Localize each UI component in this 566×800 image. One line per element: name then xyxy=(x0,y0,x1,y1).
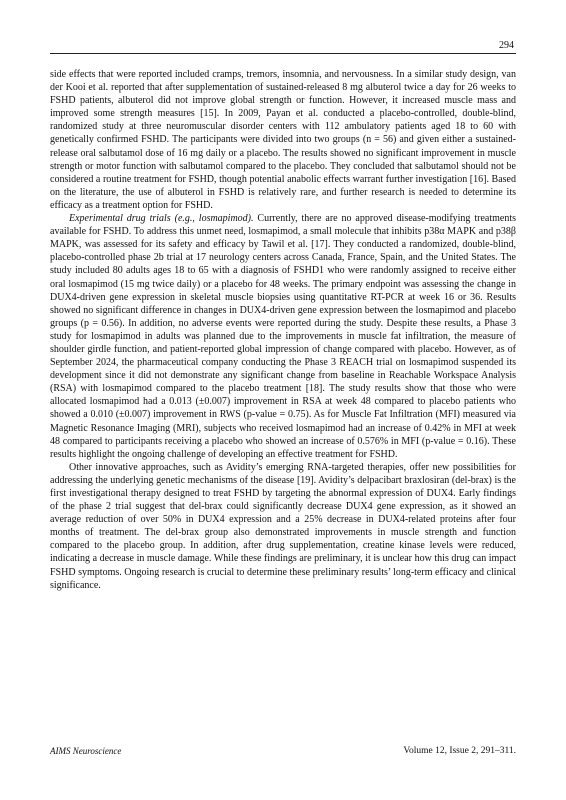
paragraph-albuterol-studies xyxy=(50,68,516,212)
paragraph-rna-therapies xyxy=(50,461,516,592)
paragraph-text: Other innovative approaches, such as Avidity’s emerging RNA-targeted therapies, offer new possibilities for addressing the underlying genetic mechanisms of the disease [19]. Avidity’s delpacibart braxlosiran (del-brax) is the first investigational therapy designed to treat FSHD by targeting the abnormal expression of DUX4. Early findings of the phase 2 trial suggest that del-brax could significantly decrease DUX4 gene expression, as it showed an average reduction of over 50% in DUX4 expression and a 25% decrease in DUX4-related proteins after four months of treatment. The del-brax group also demonstrated improvements in muscle strength and function compared to the placebo group. In addition, after drug supplementation, creatine kinase levels were reduced, indicating a decrease in muscle damage. While these findings are preliminary, it is unclear how this drug can impact FSHD symptoms. Ongoing research is crucial to determine these preliminary results’ long-term efficacy and clinical significance. xyxy=(50,461,516,591)
paragraph-losmapimod-trials xyxy=(50,212,516,461)
section-lead-heading: Experimental drug trials (e.g., losmapimod). xyxy=(69,213,254,225)
paragraph-text: Currently, there are no approved disease-modifying treatments available for FSHD. To address this unmet need, losmapimod, a small molecule that inhibits p38α MAPK and p38β MAPK, was assessed for its safety and efficacy by Tawil et al. [17]. They conducted a randomized, double-blind, placebo-controlled phase 2b trial at 17 neurology centers across Canada, France, Spain, and the United States. The study included 80 adults ages 18 to 65 with a diagnosis of FSHD1 who were randomly assigned to receive either oral losmapimod (15 mg twice daily) or a placebo for 48 weeks. The primary endpoint was assessing the change in DUX4-driven gene expression in skeletal muscle biopsies using quantitative RT-PCR at week 16 or 36. Results showed no significant difference in changes in DUX4-driven gene expression between the losmapimod and placebo groups (p = 0.56). In addition, no adverse events were reported during the study. Despite these results, a Phase 3 study for losmapimod in adults was planned due to the improvements in muscle fat infiltration, the measure of shoulder girdle function, and patient-reported global impression of change compared with placebo. However, as of September 2024, the pharmaceutical company conducting the Phase 3 REACH trial on losmapimod suspended its development since it did not demonstrate any significant change from baseline in Reachable Workspace Analysis (RSA) with losmapimod compared to the placebo treatment [18]. The study results show that those who were allocated losmapimod had a 0.013 (±0.007) improvement in RSA at week 48 compared to placebo patients who showed a 0.010 (±0.007) improvement in RWS (p-value = 0.75). As for Muscle Fat Infiltration (MFI) measured via Magnetic Resonance Imaging (MRI), subjects who received losmapimod had an increase of 0.42% in MFI at week 48 compared to participants receiving a placebo who showed an increase of 0.576% in MFI (p-value = 0.16). These results highlight the ongoing challenge of developing an effective treatment for FSHD. xyxy=(50,213,516,460)
page-number: 294 xyxy=(499,40,514,51)
paragraph-text: side effects that were reported included cramps, tremors, insomnia, and nervousness. In a similar study design, van der Kooi et al. reported that after supplementation of sustained-released 8 mg albuterol twice a day for 26 weeks to FSHD patients, albuterol did not improve global strength or function. However, it increased muscle mass and improved some strength measures [15]. In 2009, Payan et al. conducted a placebo-controlled, double-blind, randomized study at three neuromuscular disorder centers with 112 ambulatory patients aged 18 to 60 with genetically confirmed FSHD. The participants were divided into two groups (n = 56) and given either a sustained-release oral salbutamol dose of 16 mg daily or a placebo. The results showed no significant improvement in muscle strength or motor function with salbutamol compared to the placebo. They concluded that salbutamol should not be considered a routine treatment for FSHD, though potential anabolic effects warrant further investigation [16]. Based on the literature, the use of albuterol in FSHD is relatively rare, and further research is needed to determine its efficacy as a treatment option for FSHD. xyxy=(50,69,516,211)
footer-journal-name: AIMS Neuroscience xyxy=(50,746,122,756)
header-rule xyxy=(50,53,516,54)
article-body xyxy=(50,68,516,592)
footer-volume-info: Volume 12, Issue 2, 291–311. xyxy=(403,746,516,756)
